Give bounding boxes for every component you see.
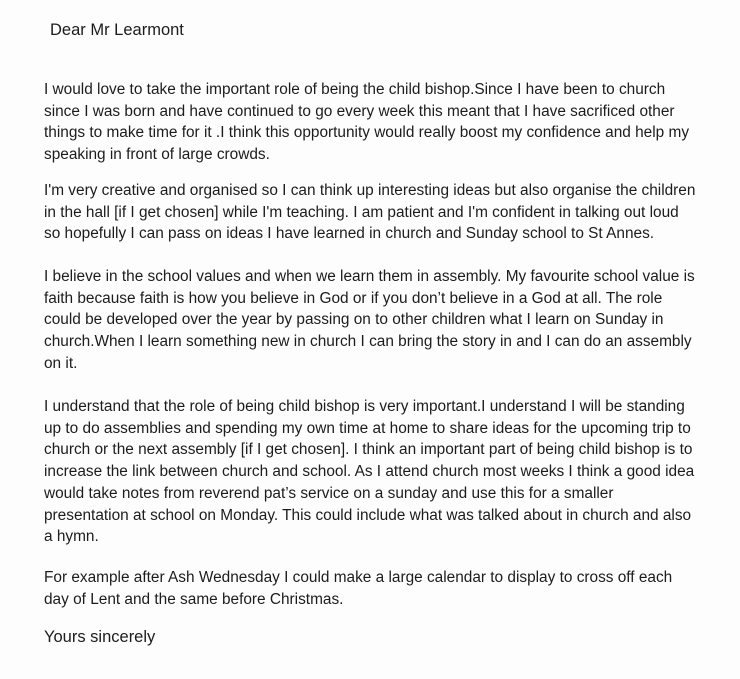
- paragraph-line: I'm very creative and organised so I can think up interesting ideas but also organise the children: [44, 182, 696, 199]
- paragraph-line: For example after Ash Wednesday I could make a large calendar to display to cross off each: [44, 569, 673, 586]
- paragraph-line: on it.: [44, 354, 78, 372]
- paragraph-line: would take notes from reverend pat’s service on a sunday and use this for a smaller: [44, 484, 614, 502]
- paragraph-role-intro: [44, 79, 734, 166]
- paragraph-line: church.When I learn something new in church I can bring the story in and I can do an assembly: [44, 333, 692, 351]
- paragraph-line: in the hall [if I get chosen] while I'm teaching. I am patient and I'm confident in talking out loud: [44, 203, 679, 221]
- salutation: Dear Mr Learmont: [50, 21, 184, 39]
- paragraph-line: things to make time for it .I think this opportunity would really boost my confidence and help my: [44, 124, 690, 142]
- paragraph-line: a hymn.: [44, 528, 99, 546]
- paragraph-line: I believe in the school values and when we learn them in assembly. My favourite school value is: [44, 268, 695, 285]
- paragraph-line: day of Lent and the same before Christmas.: [44, 590, 344, 608]
- paragraph-line: I understand that the role of being child bishop is very important.I understand I will be standing: [44, 398, 685, 415]
- paragraph-line: increase the link between church and school. As I attend church most weeks I think a good idea: [44, 463, 695, 481]
- paragraph-line: I would love to take the important role of being the child bishop.Since I have been to church: [44, 81, 666, 98]
- paragraph-line: church or the next assembly [if I get chosen]. I think an important part of being child bishop is to: [44, 441, 693, 459]
- paragraph-line: speaking in front of large crowds.: [44, 146, 270, 164]
- closing: Yours sincerely: [44, 628, 156, 646]
- paragraph-line: since I was born and have continued to go every week this meant that I have sacrificed other: [44, 102, 675, 120]
- paragraph-line: could be developed over the year by passing on to other children what I learn on Sunday in: [44, 311, 664, 329]
- paragraph-responsibilities: [44, 396, 734, 548]
- paragraph-school-values: [44, 266, 734, 375]
- paragraph-qualities: [44, 180, 734, 245]
- paragraph-line: so hopefully I can pass on ideas I have learned in church and Sunday school to St Annes.: [44, 225, 655, 243]
- paragraph-line: up to do assemblies and spending my own time at home to share ideas for the upcoming trip to: [44, 419, 691, 437]
- paragraph-line: presentation at school on Monday. This could include what was talked about in church and also: [44, 506, 692, 524]
- paragraph-line: faith because faith is how you believe in God or if you don’t believe in a God at all. The role: [44, 289, 663, 307]
- paragraph-example: [44, 567, 734, 610]
